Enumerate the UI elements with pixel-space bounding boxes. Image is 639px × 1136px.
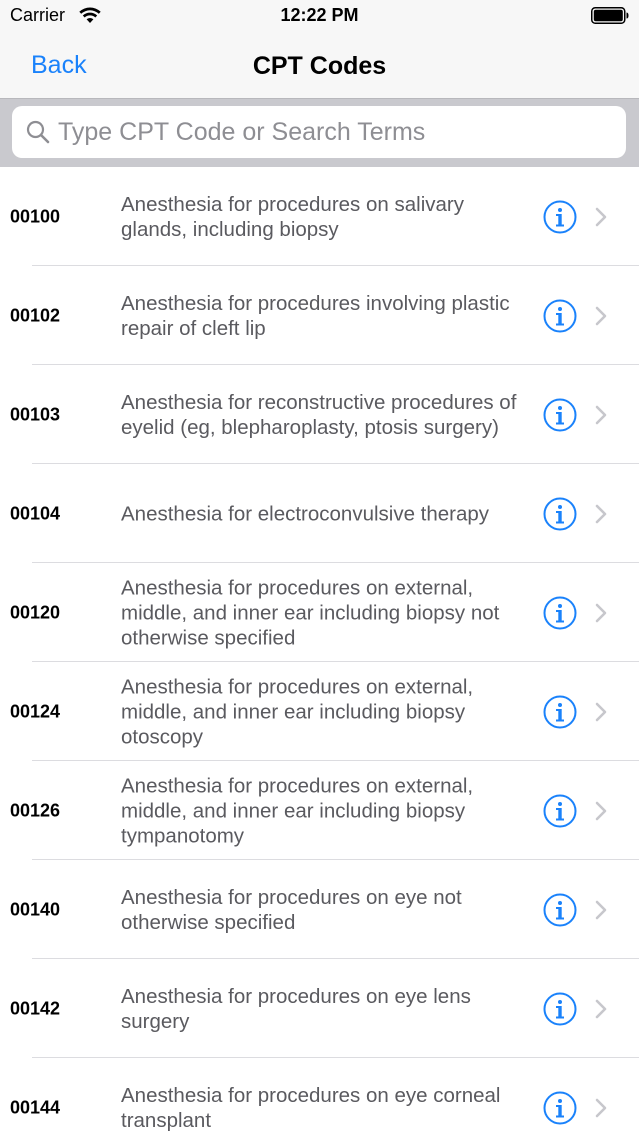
info-icon[interactable] xyxy=(543,1091,577,1125)
chevron-right-icon xyxy=(595,504,607,524)
cpt-code: 00144 xyxy=(10,1097,61,1117)
info-icon[interactable] xyxy=(543,893,577,927)
cpt-description: Anesthesia for procedures involving plastic repair of cleft lip xyxy=(121,291,510,340)
search-input[interactable] xyxy=(58,112,613,152)
table-row[interactable] xyxy=(0,266,639,365)
table-row[interactable] xyxy=(0,959,639,1058)
table-row[interactable] xyxy=(0,563,639,662)
chevron-right-icon xyxy=(595,405,607,425)
table-row[interactable] xyxy=(0,860,639,959)
cpt-description: Anesthesia for procedures on external, middle, and inner ear including biopsy not otherwise specified xyxy=(121,576,500,649)
cpt-code-list xyxy=(0,167,639,1136)
status-bar xyxy=(0,0,639,34)
cpt-code: 00100 xyxy=(10,206,61,226)
info-icon[interactable] xyxy=(543,794,577,828)
cpt-code: 00140 xyxy=(10,899,61,919)
cpt-description: Anesthesia for procedures on external, middle, and inner ear including biopsy otoscopy xyxy=(121,675,474,748)
table-row[interactable] xyxy=(0,167,639,266)
chevron-right-icon xyxy=(595,702,607,722)
chevron-right-icon xyxy=(595,603,607,623)
cpt-description: Anesthesia for procedures on eye lens surgery xyxy=(121,984,471,1033)
cpt-description: Anesthesia for procedures on eye corneal transplant xyxy=(121,1083,501,1132)
search-icon xyxy=(26,120,50,144)
cpt-code: 00102 xyxy=(10,305,61,325)
chevron-right-icon xyxy=(595,999,607,1019)
cpt-code: 00120 xyxy=(10,602,61,622)
cpt-code: 00142 xyxy=(10,998,61,1018)
table-row[interactable] xyxy=(0,1058,639,1136)
cpt-code: 00124 xyxy=(10,701,61,721)
page-title: CPT Codes xyxy=(252,52,387,80)
search-bar xyxy=(0,99,639,167)
chevron-right-icon xyxy=(595,306,607,326)
table-row[interactable] xyxy=(0,761,639,860)
info-icon[interactable] xyxy=(543,695,577,729)
cpt-description: Anesthesia for procedures on eye not otherwise specified xyxy=(121,885,462,934)
battery-icon xyxy=(591,7,629,24)
cpt-description: Anesthesia for procedures on external, middle, and inner ear including biopsy tympanotomy xyxy=(121,774,474,847)
info-icon[interactable] xyxy=(543,497,577,531)
search-field[interactable] xyxy=(12,106,626,158)
cpt-description: Anesthesia for electroconvulsive therapy xyxy=(121,502,490,525)
cpt-description: Anesthesia for procedures on salivary glands, including biopsy xyxy=(121,192,464,241)
table-row[interactable] xyxy=(0,662,639,761)
table-row[interactable] xyxy=(0,365,639,464)
info-icon[interactable] xyxy=(543,299,577,333)
info-icon[interactable] xyxy=(543,200,577,234)
info-icon[interactable] xyxy=(543,398,577,432)
status-time: 12:22 PM xyxy=(280,5,359,25)
cpt-code: 00126 xyxy=(10,800,61,820)
chevron-right-icon xyxy=(595,1098,607,1118)
chevron-right-icon xyxy=(595,900,607,920)
info-icon[interactable] xyxy=(543,992,577,1026)
back-button[interactable]: Back xyxy=(31,51,87,79)
table-row[interactable] xyxy=(0,464,639,563)
cpt-code: 00104 xyxy=(10,503,61,523)
cpt-description: Anesthesia for reconstructive procedures of eyelid (eg, blepharoplasty, ptosis surgery) xyxy=(121,390,517,439)
info-icon[interactable] xyxy=(543,596,577,630)
navigation-bar xyxy=(0,34,639,99)
chevron-right-icon xyxy=(595,207,607,227)
cpt-code: 00103 xyxy=(10,404,61,424)
chevron-right-icon xyxy=(595,801,607,821)
carrier-label: Carrier xyxy=(10,5,66,25)
